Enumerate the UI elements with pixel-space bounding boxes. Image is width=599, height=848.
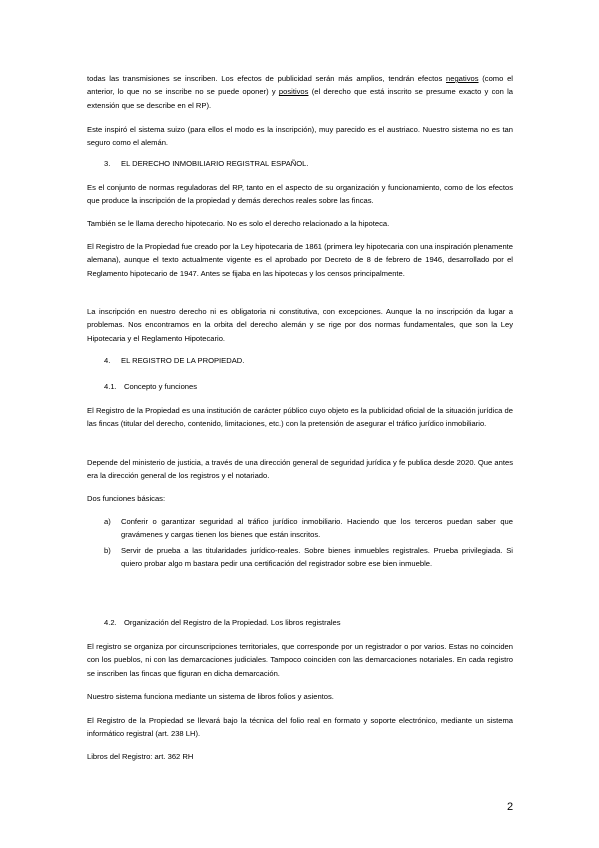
section-4-number: 4. [104,356,111,365]
paragraph-organization: El registro se organiza por circunscripciones territoriales, que corresponde por un registrador o por varios. Estas no coinciden con los pueblos, ni con las demarcaciones judiciales. Tampoco coinciden con las demarcaciones notariales. En cada registro se inscriben las fincas que figuran en dicha demarcación. [87,642,513,678]
negativos-term: negativos [446,74,479,83]
paragraph-concept: El Registro de la Propiedad es una institución de carácter público cuyo objeto es la publicidad oficial de la situación jurídica de las fincas (titular del derecho, contenido, limitaciones, etc.) con la pretensión de asegurar el tráfico jurídico inmobiliario. [87,406,513,429]
positivos-term: positivos [278,87,309,97]
section-3-heading: EL DERECHO INMOBILIARIO REGISTRAL ESPAÑOL. [121,159,309,168]
page-number: 2 [507,801,514,813]
paragraph-inscription: La inscripción en nuestro derecho ni es obligatoria ni constitutiva, con excepciones. Aunque la no inscripción da lugar a problemas. Nos encontramos en la orbita del derecho alemán y se rige por dos normas fundamentales, que son la Ley Hipotecaria y el Reglamento Hipotecario. [87,307,513,343]
section-4-2-number: 4.2. [104,618,117,627]
section-4-2-heading: Organización del Registro de la Propiedad. Los libros registrales [124,618,341,627]
section-4-heading: EL REGISTRO DE LA PROPIEDAD. [121,356,245,365]
list-item-a: Conferir o garantizar seguridad al tráfico jurídico inmobiliario. Haciendo que los terceros puedan saber que gravámenes y cargas tienen los bienes que están inscritos. [121,517,513,540]
paragraph-definition: Es el conjunto de normas reguladoras del RP, tanto en el aspecto de su organización y funcionamiento, como de los efectos que produce la inscripción de la propiedad y demás derechos reales sobre las fincas. [87,183,513,206]
paragraph-history: El Registro de la Propiedad fue creado por la Ley hipotecaria de 1861 (primera ley hipotecaria con una inspiración plenamente alemana), aunque el texto actualmente vigente es el aprobado por Decreto de 8 de febrero de 1946, desarrollado por el Reglamento hipotecario de 1947. Antes se fijaba en las hipotecas y los censos principalmente. [87,242,513,278]
paragraph-swiss-system: Este inspiró el sistema suizo (para ellos el modo es la inscripción), muy parecido es el austriaco. Nuestro sistema no es tan seguro como el alemán. [87,125,513,148]
section-3-number: 3. [104,159,111,168]
section-4-1-number: 4.1. [104,382,117,391]
paragraph-publicity-effects: todas las transmisiones se inscriben. Los efectos de publicidad serán más amplios, tendrán efectos negativos (como el anterior, lo que no se inscribe no se puede oponer) y positivos (el derecho que está inscrito se presume exacto y con la extensión que se describe en el RP). [87,74,513,110]
paragraph-folio-real: El Registro de la Propiedad se llevará bajo la técnica del folio real en formato y soporte electrónico, mediante un sistema informático registral (art. 238 LH). [87,716,513,739]
paragraph-functions-intro: Dos funciones básicas: [87,494,166,503]
paragraph-derecho-hipotecario: También se le llama derecho hipotecario. No es solo el derecho relacionado a la hipoteca. [87,219,390,228]
list-marker-b: b) [104,546,111,555]
section-4-1-heading: Concepto y funciones [124,382,198,391]
list-marker-a: a) [104,517,111,526]
paragraph-books-reference: Libros del Registro: art. 362 RH [87,752,194,761]
paragraph-ministry: Depende del ministerio de justicia, a través de una dirección general de seguridad jurídica y fe publica desde 2020. Que antes era la dirección general de los registros y el notariado. [87,458,513,481]
list-item-b: Servir de prueba a las titularidades jurídico-reales. Sobre bienes inmuebles registrales. Prueba privilegiada. Si quiero probar algo m bastara pedir una certificación del registrador sobre ese bien inmueble. [121,546,513,569]
paragraph-books-system: Nuestro sistema funciona mediante un sistema de libros folios y asientos. [87,692,334,701]
